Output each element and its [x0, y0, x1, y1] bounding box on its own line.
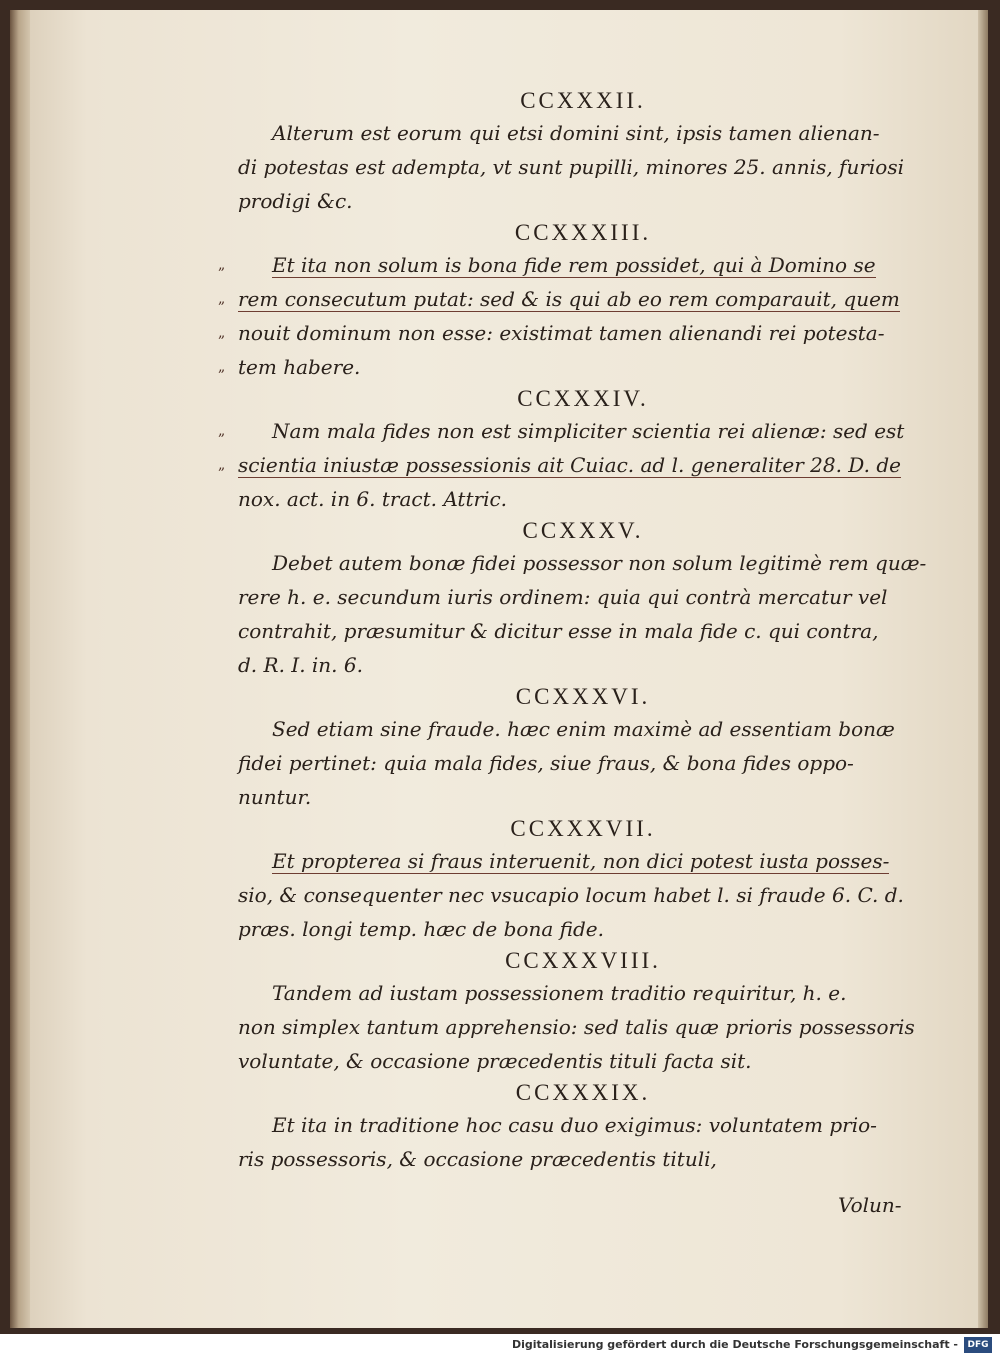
- underlined-text: rem consecutum putat: sed & is qui ab eo rem comparauit, quem: [238, 287, 900, 311]
- text-line: [238, 116, 938, 150]
- text-line: [218, 448, 938, 482]
- section-paragraph: [238, 116, 938, 218]
- text-line: [238, 580, 938, 614]
- line-text: sio, & consequenter nec vsucapio locum habet l. si fraude 6. C. d.: [238, 883, 904, 907]
- section-heading: CCXXXVII.: [510, 816, 656, 841]
- underlined-text: scientia iniustæ possessionis ait Cuiac. ad l. generaliter 28. D. de: [238, 453, 901, 477]
- line-text: Alterum est eorum qui etsi domini sint, ipsis tamen alienan-: [272, 121, 880, 145]
- line-text: non simplex tantum apprehensio: sed talis quæ prioris possessoris: [238, 1015, 915, 1039]
- text-line: [238, 1010, 938, 1044]
- line-text: rere h. e. secundum iuris ordinem: quia qui contrà mercatur vel: [238, 585, 888, 609]
- footer-bar: [0, 1334, 1000, 1357]
- text-line: [238, 912, 938, 946]
- catchword: Volun-: [838, 1193, 902, 1217]
- page-text: [218, 86, 938, 1176]
- line-text: tem habere.: [238, 355, 361, 379]
- dfg-logo-icon: DFG: [964, 1337, 992, 1353]
- line-text: fidei pertinet: quia mala fides, siue fraus, & bona fides oppo-: [238, 751, 854, 775]
- text-line: [238, 614, 938, 648]
- section-paragraph: [238, 712, 938, 814]
- text-line: [238, 844, 938, 878]
- section-paragraph: [218, 248, 938, 384]
- line-text: Tandem ad iustam possessionem traditio requiritur, h. e.: [272, 981, 847, 1005]
- text-line: [218, 414, 938, 448]
- line-text: Nam mala fides non est simpliciter scientia rei alienæ: sed est: [272, 419, 905, 443]
- margin-quote-mark: „: [218, 423, 226, 439]
- text-line: [218, 350, 938, 384]
- margin-quote-mark: „: [218, 325, 226, 341]
- section-paragraph: [238, 546, 938, 682]
- page-edge: [978, 10, 988, 1328]
- text-line: [238, 150, 938, 184]
- text-line: [238, 184, 938, 218]
- section-heading: CCXXXIII.: [514, 220, 652, 245]
- section-heading: CCXXXIV.: [517, 386, 649, 411]
- text-line: [218, 316, 938, 350]
- section-heading: CCXXXII.: [520, 88, 646, 113]
- text-line: [218, 248, 938, 282]
- line-text: nouit dominum non esse: existimat tamen alienandi rei potesta-: [238, 321, 885, 345]
- line-text: d. R. I. in. 6.: [238, 653, 363, 677]
- section-paragraph: [218, 414, 938, 516]
- line-text: Et ita in traditione hoc casu duo exigimus: voluntatem prio-: [272, 1113, 877, 1137]
- margin-quote-mark: „: [218, 359, 226, 375]
- section-paragraph: [238, 1108, 938, 1176]
- text-line: [238, 546, 938, 580]
- text-line: [238, 1044, 938, 1078]
- line-text: ris possessoris, & occasione præcedentis tituli,: [238, 1147, 717, 1171]
- text-line: [218, 282, 938, 316]
- text-line: [238, 1108, 938, 1142]
- line-text: voluntate, & occasione præcedentis tituli facta sit.: [238, 1049, 752, 1073]
- text-line: [238, 746, 938, 780]
- margin-quote-mark: „: [218, 257, 226, 273]
- text-line: [238, 1142, 938, 1176]
- text-line: [238, 780, 938, 814]
- underlined-text: Et propterea si fraus interuenit, non dici potest iusta posses-: [272, 849, 890, 873]
- line-text: nox. act. in 6. tract. Attric.: [238, 487, 508, 511]
- text-line: [238, 712, 938, 746]
- line-text: nuntur.: [238, 785, 312, 809]
- section-heading: CCXXXVIII.: [505, 948, 661, 973]
- text-line: [238, 648, 938, 682]
- text-line: [238, 878, 938, 912]
- line-text: præs. longi temp. hæc de bona fide.: [238, 917, 604, 941]
- funding-credit: Digitalisierung gefördert durch die Deutsche Forschungsgemeinschaft -: [511, 1338, 958, 1351]
- underlined-text: Et ita non solum is bona fide rem possidet, qui à Domino se: [272, 253, 876, 277]
- section-heading: CCXXXV.: [522, 518, 644, 543]
- section-heading: CCXXXVI.: [515, 684, 651, 709]
- margin-quote-mark: „: [218, 291, 226, 307]
- text-line: [238, 976, 938, 1010]
- book-gutter: [10, 10, 32, 1328]
- section-paragraph: [238, 976, 938, 1078]
- line-text: prodigi &c.: [238, 189, 353, 213]
- line-text: Sed etiam sine fraude. hæc enim maximè ad essentiam bonæ: [272, 717, 895, 741]
- margin-quote-mark: „: [218, 457, 226, 473]
- section-heading: CCXXXIX.: [515, 1080, 651, 1105]
- line-text: di potestas est adempta, vt sunt pupilli, minores 25. annis, furiosi: [238, 155, 904, 179]
- text-line: [238, 482, 938, 516]
- line-text: contrahit, præsumitur & dicitur esse in mala fide c. qui contra,: [238, 619, 879, 643]
- line-text: Debet autem bonæ fidei possessor non solum legitimè rem quæ-: [272, 551, 927, 575]
- section-paragraph: [238, 844, 938, 946]
